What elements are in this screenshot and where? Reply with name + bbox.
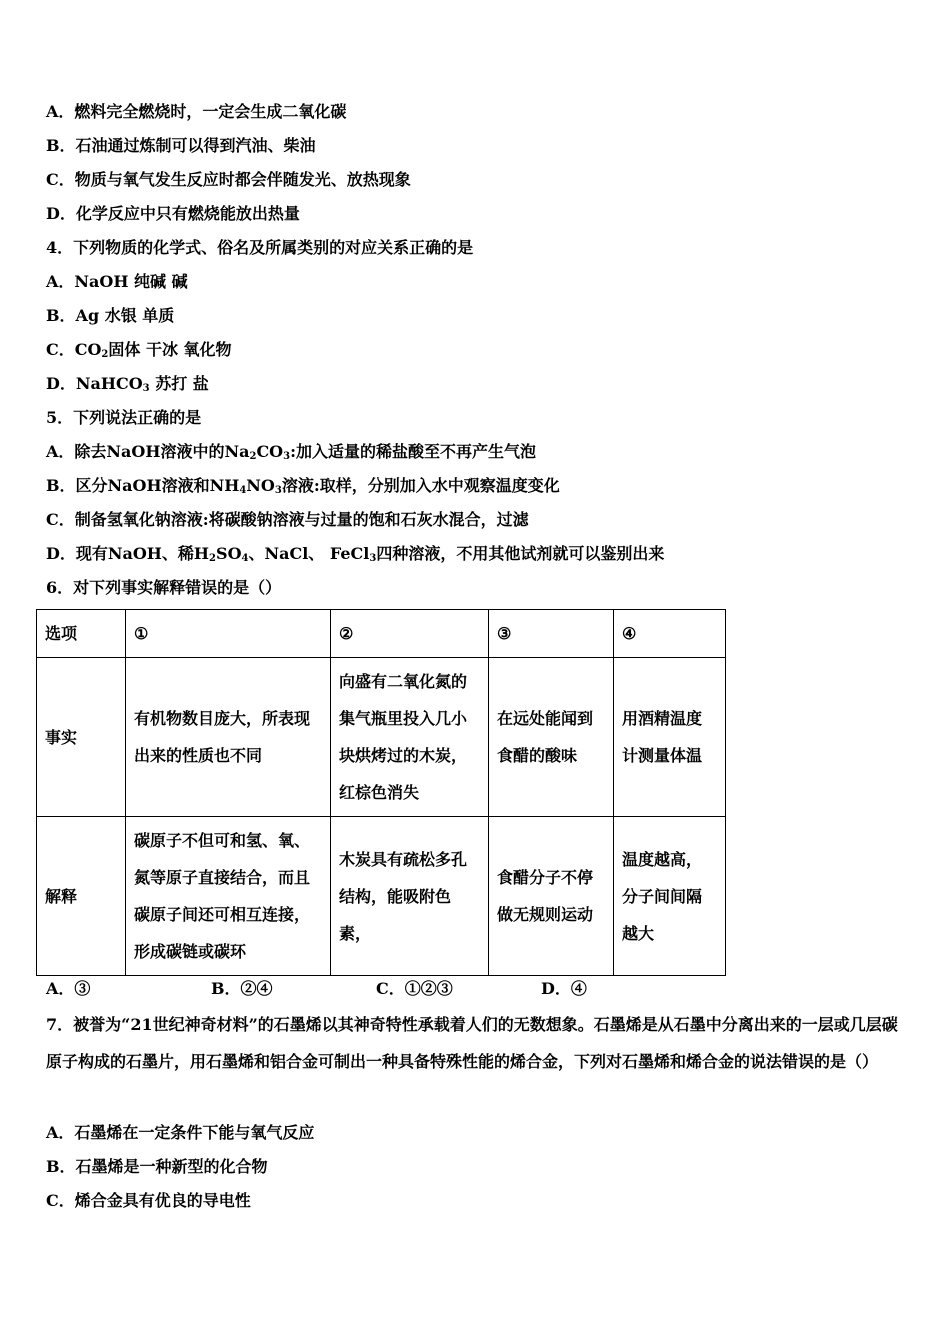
row-label: 解释 bbox=[37, 817, 126, 976]
header-cell: 选项 bbox=[37, 610, 126, 658]
explanation-cell: 碳原子不但可和氢、氧、氮等原子直接结合，而且碳原子间还可相互连接，形成碳链或碳环 bbox=[126, 817, 331, 976]
fact-cell: 用酒精温度计测量体温 bbox=[614, 658, 726, 817]
q4-option-a: A．NaOH 纯碱 碱 bbox=[46, 272, 188, 291]
table-header-row bbox=[37, 610, 726, 658]
q7-option-b: B．石墨烯是一种新型的化合物 bbox=[46, 1157, 268, 1176]
q4-option-c: C．$CO_2$固体 干冰 氧化物 bbox=[46, 340, 232, 360]
header-cell: ④ bbox=[614, 610, 726, 658]
q6-stem: 6．对下列事实解释错误的是（） bbox=[46, 578, 282, 597]
q7-option-c: C．烯合金具有优良的导电性 bbox=[46, 1191, 251, 1210]
q6-option-d: D．④ bbox=[541, 979, 587, 998]
q5-option-d: D．现有NaOH、稀$H_2SO_4$、NaCl、 FeCl$_3$四种溶液，不用其他试剂就可以鉴别出来 bbox=[46, 544, 665, 564]
q6-option-a: A．③ bbox=[46, 979, 91, 998]
table-row-facts bbox=[37, 658, 726, 817]
q6-option-b: B．②④ bbox=[211, 979, 273, 998]
row-label: 事实 bbox=[37, 658, 126, 817]
header-cell: ③ bbox=[489, 610, 614, 658]
q3-option-a: A．燃料完全燃烧时，一定会生成二氧化碳 bbox=[46, 102, 347, 121]
explanation-cell: 木炭具有疏松多孔结构，能吸附色素， bbox=[331, 817, 489, 976]
q5-stem: 5．下列说法正确的是 bbox=[46, 408, 202, 427]
explanation-cell: 温度越高，分子间间隔越大 bbox=[614, 817, 726, 976]
header-cell: ① bbox=[126, 610, 331, 658]
q3-option-d: D．化学反应中只有燃烧能放出热量 bbox=[46, 204, 300, 223]
q6-table bbox=[36, 609, 726, 976]
q7-stem: 7．被誉为“21世纪神奇材料”的石墨烯以其神奇特性承载着人们的无数想象。石墨烯是从石墨中分离出来的一层或几层碳原子构成的石墨片，用石墨烯和铝合金可制出一种具备特殊性能的烯合金，下列对石墨烯和烯合金的说法错误的是（） bbox=[46, 1015, 898, 1071]
table-row-explanations bbox=[37, 817, 726, 976]
q5-option-a: A．除去NaOH溶液中的$Na_2CO_3$:加入适量的稀盐酸至不再产生气泡 bbox=[46, 442, 536, 462]
fact-cell: 在远处能闻到食醋的酸味 bbox=[489, 658, 614, 817]
q5-option-b: B．区分NaOH溶液和$NH_4NO_3$溶液:取样，分别加入水中观察温度变化 bbox=[46, 476, 560, 496]
q6-option-c: C．①②③ bbox=[376, 979, 453, 998]
header-cell: ② bbox=[331, 610, 489, 658]
q7-option-a: A．石墨烯在一定条件下能与氧气反应 bbox=[46, 1123, 315, 1142]
q4-stem: 4．下列物质的化学式、俗名及所属类别的对应关系正确的是 bbox=[46, 238, 474, 257]
q4-option-d: D．NaHCO$_3$ 苏打 盐 bbox=[46, 374, 209, 394]
q3-option-c: C．物质与氧气发生反应时都会伴随发光、放热现象 bbox=[46, 170, 411, 189]
fact-cell: 向盛有二氧化氮的集气瓶里投入几小块烘烤过的木炭，红棕色消失 bbox=[331, 658, 489, 817]
q4-option-b: B．Ag 水银 单质 bbox=[46, 306, 175, 325]
explanation-cell: 食醋分子不停做无规则运动 bbox=[489, 817, 614, 976]
q5-option-c: C．制备氢氧化钠溶液:将碳酸钠溶液与过量的饱和石灰水混合，过滤 bbox=[46, 510, 529, 529]
fact-cell: 有机物数目庞大，所表现出来的性质也不同 bbox=[126, 658, 331, 817]
q3-option-b: B．石油通过炼制可以得到汽油、柴油 bbox=[46, 136, 316, 155]
